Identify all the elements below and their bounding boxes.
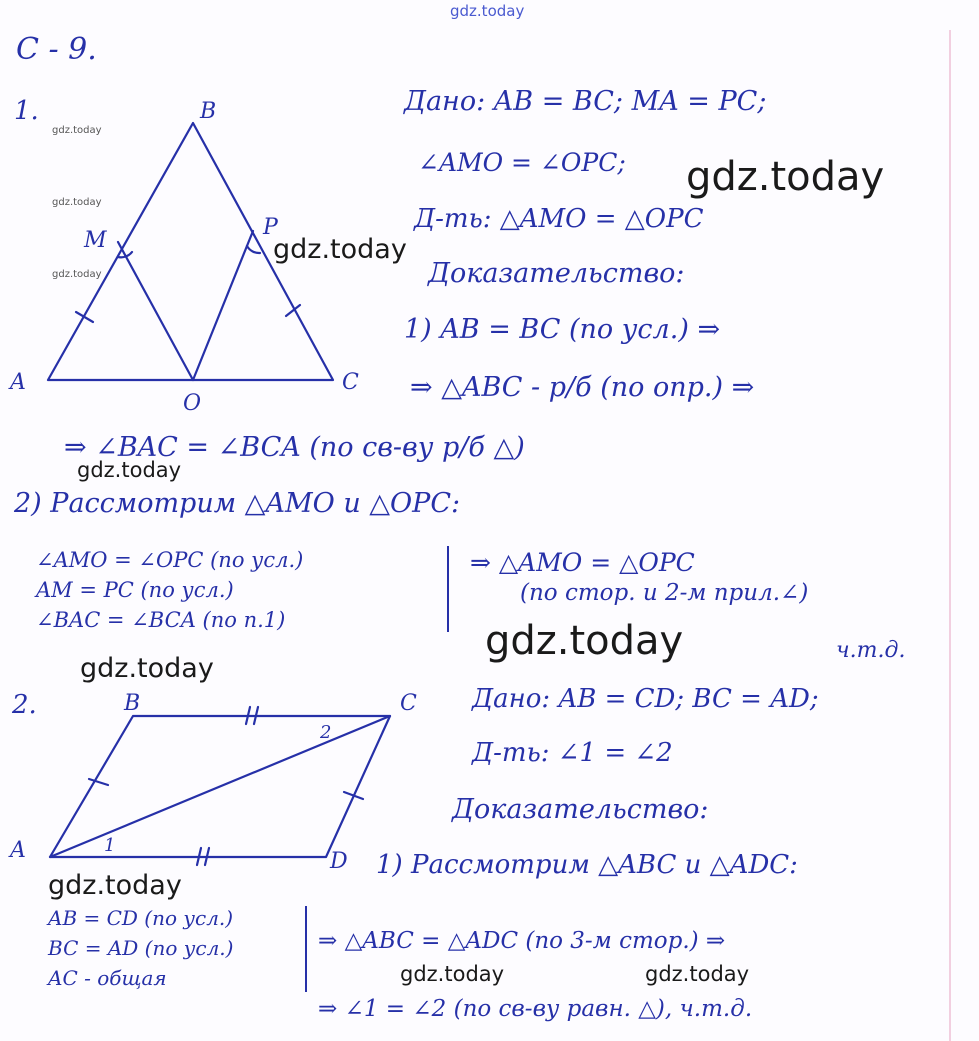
diagonal-ac [50, 716, 390, 857]
problem1-step1-line3: ⇒ ∠BAC = ∠BCA (по св-ву р/б △) [64, 432, 525, 463]
watermark-small: gdz.today [52, 197, 102, 208]
watermark-top: gdz.today [450, 2, 525, 20]
problem2-number: 2. [12, 690, 37, 720]
problem1-proof-title: Доказательство: [428, 258, 685, 289]
problem2-step1: 1) Рассмотрим △ABC и △ADC: [376, 850, 798, 880]
label-c: C [342, 370, 359, 395]
problem1-given: Дано: AB = BC; MA = PC; [404, 86, 767, 117]
triangle-figure [8, 99, 359, 416]
label-o: O [183, 391, 202, 416]
label-c2: C [400, 691, 417, 716]
problem2-brace-line: AC - общая [48, 966, 167, 990]
problem1-number: 1. [14, 96, 39, 126]
watermark-medium: gdz.today [80, 653, 214, 684]
angle-arc-p [247, 246, 260, 253]
watermark-medium: gdz.today [273, 234, 407, 265]
label-a: A [10, 370, 26, 395]
watermark-small: gdz.today [52, 269, 102, 280]
problem1-conclusion-line1: ⇒ △AMO = △OPC [470, 548, 695, 577]
problem2-given: Дано: AB = CD; BC = AD; [472, 684, 819, 714]
problem2-brace-line: BC = AD (по усл.) [48, 936, 234, 960]
problem1-step2-title: 2) Рассмотрим △AMO и △OPC: [14, 488, 461, 519]
segment-mo [118, 242, 193, 380]
problem1-prove: Д-ть: △AMO = △OPC [414, 204, 704, 234]
problem1-given-angles: ∠AMO = ∠OPC; [418, 148, 626, 177]
brace-divider [305, 906, 307, 992]
label-a2: A [10, 838, 26, 863]
watermark-medium: gdz.today [645, 962, 750, 986]
watermark-medium: gdz.today [400, 962, 505, 986]
page-title: C - 9. [16, 32, 97, 67]
parallelogram-figure [8, 691, 417, 874]
problem1-conclusion-line2: (по стор. и 2-м прил.∠) [520, 580, 809, 606]
watermark-medium: gdz.today [48, 870, 182, 901]
problem2-prove: Д-ть: ∠1 = ∠2 [472, 738, 673, 768]
problem2-conclusion-line2: ⇒ ∠1 = ∠2 (по св-ву равн. △), ч.т.д. [318, 996, 753, 1022]
problem1-brace-line: AM = PC (по усл.) [36, 578, 234, 602]
problem1-brace-line: ∠BAC = ∠BCA (по п.1) [36, 608, 286, 632]
problem2-proof-title: Доказательство: [452, 794, 709, 825]
label-p: P [263, 215, 278, 240]
problem1-qed: ч.т.д. [836, 638, 906, 663]
angle-label-2: 2 [320, 722, 332, 743]
angle-label-1: 1 [104, 835, 116, 856]
watermark-large: gdz.today [686, 154, 885, 200]
watermark-large: gdz.today [485, 618, 684, 664]
label-d2: D [330, 849, 348, 874]
problem1-step1-line1: 1) AB = BC (по усл.) ⇒ [404, 314, 721, 345]
label-b2: B [124, 691, 141, 716]
label-m: M [84, 228, 107, 253]
watermark-small: gdz.today [52, 125, 102, 136]
brace-divider [447, 546, 449, 632]
problem2-conclusion-line1: ⇒ △ABC = △ADC (по 3-м стор.) ⇒ [318, 928, 726, 954]
problem1-step1-line2: ⇒ △ABC - р/б (по опр.) ⇒ [410, 372, 755, 403]
problem1-brace-line: ∠AMO = ∠OPC (по усл.) [36, 548, 304, 572]
watermark-medium: gdz.today [77, 458, 182, 482]
problem2-brace-line: AB = CD (по усл.) [48, 906, 234, 930]
label-b: B [200, 99, 217, 124]
segment-op [193, 231, 253, 380]
